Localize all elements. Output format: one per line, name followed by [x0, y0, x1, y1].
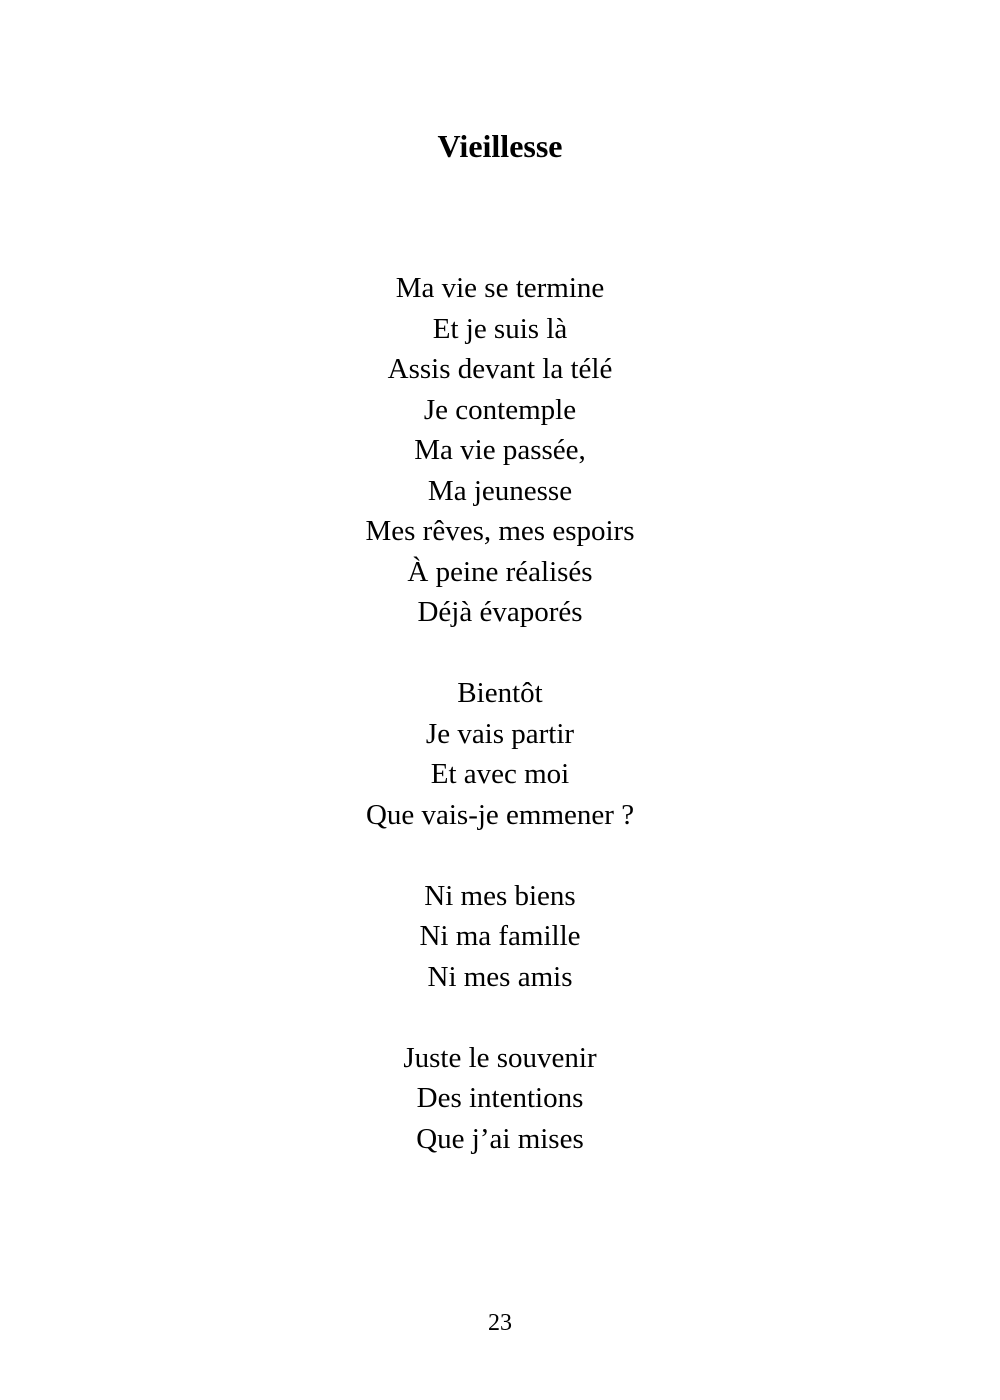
poem-line: Assis devant la télé	[387, 353, 613, 385]
poem-line: Et avec moi	[430, 758, 570, 790]
page-number: 23	[488, 1310, 512, 1336]
poem-line: Je contemple	[423, 393, 577, 426]
poem-line: Ni ma famille	[419, 920, 581, 952]
poem-line: Que j’ai mises	[416, 1122, 584, 1155]
stanza-3	[0, 876, 1000, 998]
poem-line: Ni mes amis	[427, 960, 573, 993]
poem-line: Ma jeunesse	[427, 474, 573, 507]
stanza-2	[0, 673, 1000, 835]
stanza-4	[0, 1038, 1000, 1160]
poem-body	[0, 268, 1000, 1159]
poem-line: Et je suis là	[432, 312, 568, 345]
poem-line: Ma vie se termine	[395, 272, 605, 304]
poem-line: Je vais partir	[425, 717, 575, 750]
poem-line: Bientôt	[457, 677, 543, 709]
poem-line: Des intentions	[416, 1082, 584, 1114]
poem-line: À peine réalisés	[407, 555, 593, 588]
poem-line: Déjà évaporés	[417, 596, 583, 628]
poem-line: Juste le souvenir	[403, 1041, 597, 1074]
poem-line: Mes rêves, mes espoirs	[365, 515, 635, 547]
stanza-1	[0, 268, 1000, 633]
poem-line: Ma vie passée,	[414, 434, 586, 466]
poem-line: Ni mes biens	[424, 879, 576, 912]
poem-title: Vieillesse	[437, 128, 563, 164]
poem-line: Que vais-je emmener ?	[365, 798, 635, 831]
